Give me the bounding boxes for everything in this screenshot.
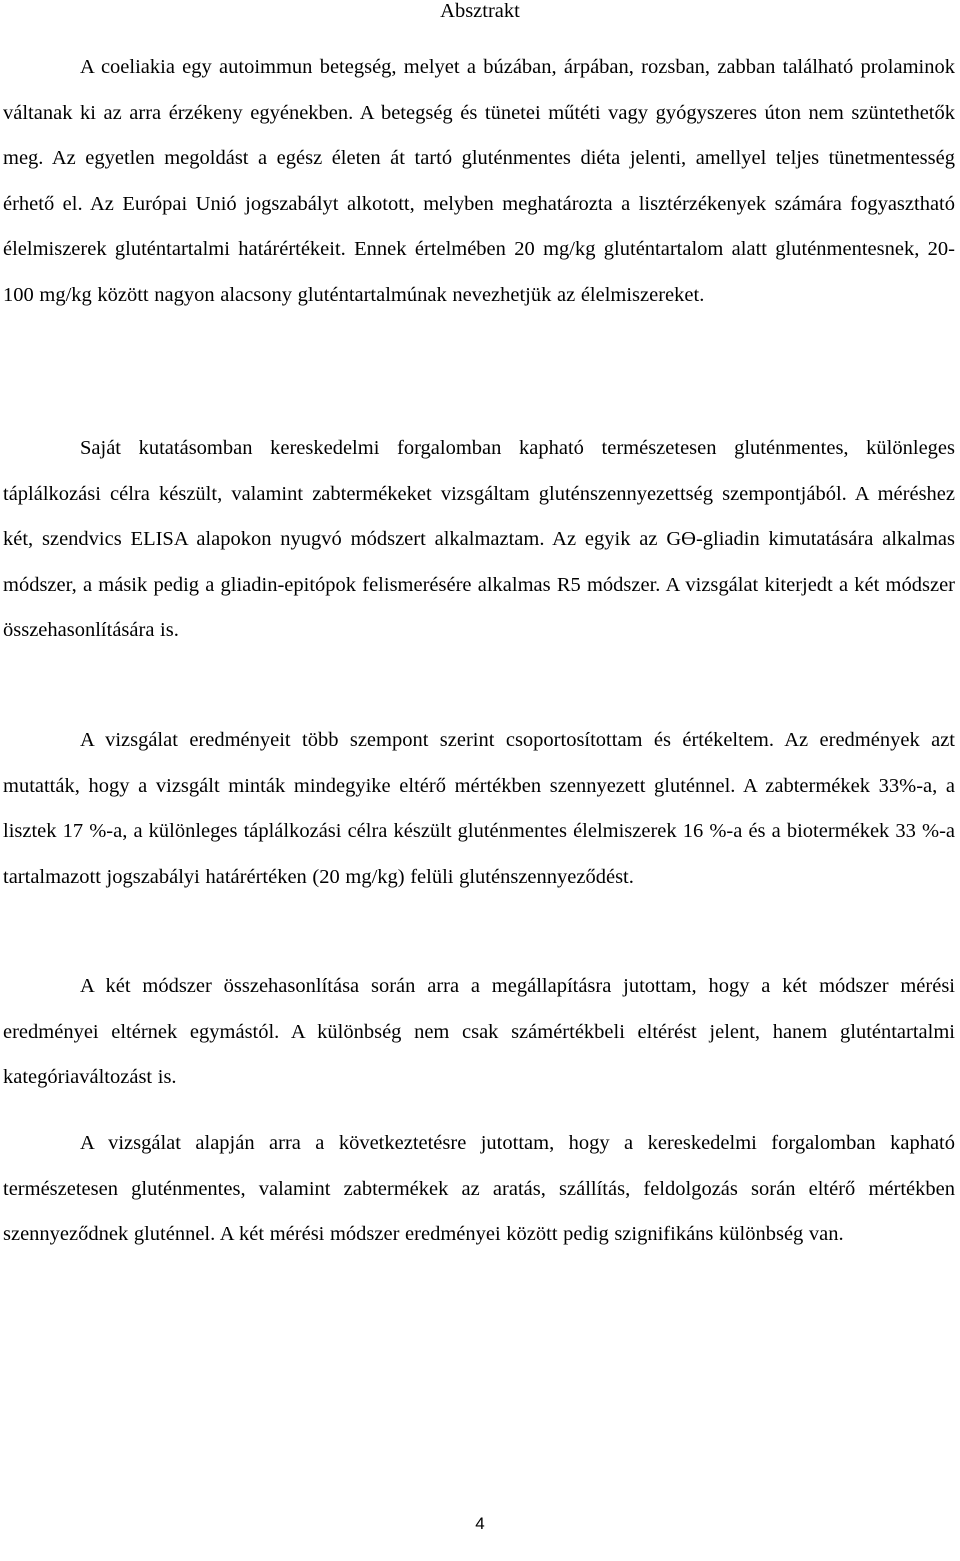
- page-title: Absztrakt: [440, 0, 520, 22]
- paragraph-intro: A coeliakia egy autoimmun betegség, melyet a búzában, árpában, rozsban, zabban található prolaminok váltanak ki az arra érzékeny egyénekben. A betegség és tünetei műtéti vagy gyógyszeres úton nem szüntethetők meg. Az egyetlen megoldást a egész életen át tartó gluténmentes diéta jelenti, amellyel teljes tünetmentesség érhető el. Az Európai Unió jogszabályt alkotott, melyben meghatározta a lisztérzékenyek számára fogyasztható élelmiszerek gluténtartalmi határértékeit. Ennek értelmében 20 mg/kg gluténtartalom alatt gluténmentesnek, 20-100 mg/kg között nagyon alacsony gluténtartalmúnak nevezhetjük az élelmiszereket.: [3, 56, 955, 306]
- paragraph-results: A vizsgálat eredményeit több szempont szerint csoportosítottam és értékeltem. Az eredmények azt mutatták, hogy a vizsgált minták mindegyike eltérő mértékben szennyezett gluténnel. A zabtermékek 33%-a, a lisztek 17 %-a, a különleges táplálkozási célra készült gluténmentes élelmiszerek 16 %-a és a biotermékek 33 %-a tartalmazott jogszabályi határértéken (20 mg/kg) felüli gluténszennyeződést.: [3, 729, 955, 888]
- paragraph-conclusion: A vizsgálat alapján arra a következtetésre jutottam, hogy a kereskedelmi forgalomban kapható természetesen gluténmentes, valamint zabtermékek az aratás, szállítás, feldolgozás során eltérő mértékben szennyeződnek gluténnel. A két mérési módszer eredményei között pedig szignifikáns különbség van.: [3, 1132, 955, 1245]
- paragraph-research: Saját kutatásomban kereskedelmi forgalomban kapható természetesen gluténmentes, különleges táplálkozási célra készült, valamint zabtermékeket vizsgáltam gluténszennyezettség szempontjából. A méréshez két, szendvics ELISA alapokon nyugvó módszert alkalmaztam. Az egyik az Gϴ-gliadin kimutatására alkalmas módszer, a másik pedig a gliadin-epitópok felismerésére alkalmas R5 módszer. A vizsgálat kiterjedt a két módszer összehasonlítására is.: [3, 437, 955, 641]
- page-number: 4: [475, 1514, 485, 1533]
- paragraph-comparison: A két módszer összehasonlítása során arra a megállapításra jutottam, hogy a két módszer mérési eredményei eltérnek egymástól. A különbség nem csak számértékbeli eltérést jelent, hanem gluténtartalmi kategóriaváltozást is.: [3, 975, 955, 1088]
